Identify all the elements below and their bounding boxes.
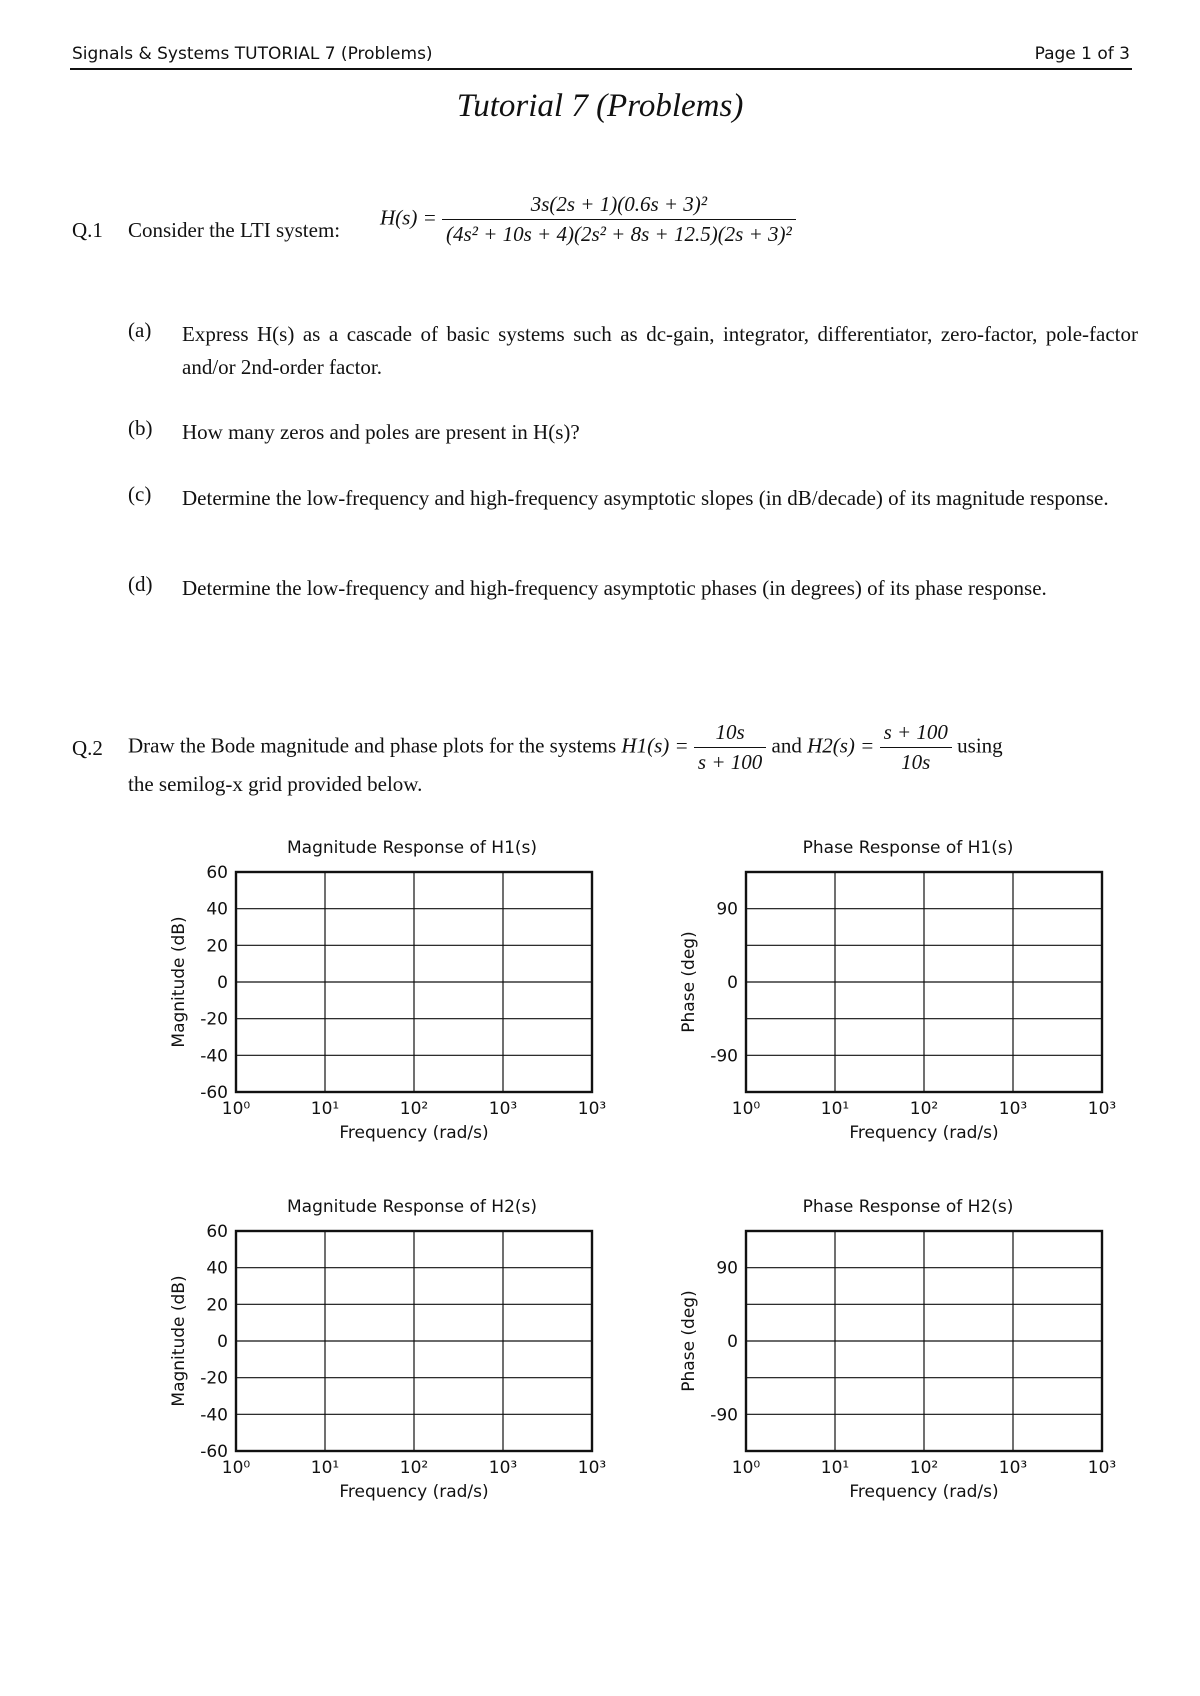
x-tick-label: 10¹	[310, 1458, 340, 1478]
y-tick-label: 20	[206, 936, 228, 957]
x-tick-label: 10³	[998, 1099, 1028, 1119]
y-tick-label: -40	[200, 1405, 228, 1426]
phase2-plot	[660, 1221, 1120, 1501]
x-axis-label: Frequency (rad/s)	[849, 1123, 999, 1142]
q1-transfer-function	[380, 192, 796, 247]
part-label: (d)	[128, 572, 153, 596]
q2-h2-numerator: s + 100	[880, 720, 952, 748]
y-tick-label: 0	[727, 1332, 738, 1352]
x-tick-label: 10²	[399, 1458, 429, 1478]
y-tick-label: 40	[206, 899, 228, 920]
y-tick-label: 0	[217, 1332, 228, 1352]
y-tick-label: 0	[727, 973, 738, 993]
x-tick-label: 10²	[399, 1099, 429, 1119]
x-tick-label: 10³	[488, 1458, 518, 1478]
q1-part-c	[128, 482, 1138, 515]
phase2-title: Phase Response of H2(s)	[802, 1197, 1014, 1217]
part-text: How many zeros and poles are present in H(s)?	[182, 420, 580, 444]
y-tick-label: 90	[716, 1258, 738, 1279]
q2-line2: the semilog-x grid provided below.	[128, 772, 423, 796]
q1-tf-lhs: H(s) =	[380, 205, 437, 230]
q2-number: Q.2	[72, 736, 103, 760]
q2-text-before: Draw the Bode magnitude and phase plots for the systems	[128, 733, 617, 758]
y-tick-label: -20	[200, 1009, 228, 1030]
phase1-plot	[660, 862, 1120, 1142]
x-tick-label: 10¹	[820, 1099, 850, 1119]
q1-part-a	[128, 318, 1138, 384]
q1-part-b	[128, 416, 1138, 449]
header-rule	[70, 68, 1132, 70]
q1-number: Q.1	[72, 218, 103, 242]
part-text: Determine the low-frequency and high-frequency asymptotic phases (in degrees) of its phase response.	[182, 576, 1047, 600]
part-label: (b)	[128, 416, 153, 440]
q1-tf-numerator: 3s(2s + 1)(0.6s + 3)²	[442, 192, 796, 220]
y-tick-label: 60	[206, 1222, 228, 1242]
x-tick-label: 10³	[577, 1458, 607, 1478]
part-text: Determine the low-frequency and high-frequency asymptotic slopes (in dB/decade) of its magnitude response.	[182, 486, 1109, 510]
y-axis-label: Phase (deg)	[679, 1290, 699, 1392]
x-tick-label: 10⁰	[731, 1458, 761, 1478]
part-text: Express H(s) as a cascade of basic systems such as dc-gain, integrator, differentiator, zero-factor, pole-factor and/or 2nd-order factor.	[182, 322, 1138, 379]
x-tick-label: 10³	[488, 1099, 518, 1119]
mag1-title: Magnitude Response of H1(s)	[286, 838, 538, 858]
q2-h2-denominator: 10s	[901, 750, 931, 774]
x-tick-label: 10²	[909, 1099, 939, 1119]
x-tick-label: 10¹	[820, 1458, 850, 1478]
y-axis-label: Magnitude (dB)	[169, 916, 189, 1048]
x-tick-label: 10⁰	[221, 1099, 251, 1119]
part-label: (c)	[128, 482, 152, 506]
q2-statement	[128, 720, 1003, 775]
mag2-plot	[150, 1221, 610, 1501]
y-tick-label: -60	[200, 1083, 228, 1103]
x-axis-label: Frequency (rad/s)	[339, 1123, 489, 1142]
x-tick-label: 10³	[1087, 1099, 1117, 1119]
page-number: Page 1 of 3	[1034, 44, 1130, 64]
q2-h2-fraction	[880, 720, 952, 775]
y-tick-label: 60	[206, 863, 228, 883]
mag2-title: Magnitude Response of H2(s)	[286, 1197, 538, 1217]
y-tick-label: -90	[710, 1046, 738, 1067]
x-tick-label: 10⁰	[221, 1458, 251, 1478]
x-axis-label: Frequency (rad/s)	[849, 1482, 999, 1501]
q1-tf-denominator: (4s² + 10s + 4)(2s² + 8s + 12.5)(2s + 3)²	[446, 222, 792, 246]
part-label: (a)	[128, 318, 152, 342]
q2-h1-denominator: s + 100	[697, 750, 763, 774]
y-tick-label: 20	[206, 1295, 228, 1316]
page-title: Tutorial 7 (Problems)	[456, 88, 744, 124]
x-tick-label: 10³	[1087, 1458, 1117, 1478]
mag1-plot	[150, 862, 610, 1142]
y-tick-label: -20	[200, 1368, 228, 1389]
q1-part-d	[128, 572, 1138, 605]
q2-h1-fraction	[694, 720, 766, 775]
y-tick-label: -90	[710, 1405, 738, 1426]
y-axis-label: Phase (deg)	[679, 931, 699, 1033]
q2-and: and	[771, 733, 802, 758]
x-tick-label: 10³	[577, 1099, 607, 1119]
y-axis-label: Magnitude (dB)	[169, 1275, 189, 1407]
x-tick-label: 10⁰	[731, 1099, 761, 1119]
q2-h1-numerator: 10s	[694, 720, 766, 748]
q2-text-after: using	[957, 733, 1003, 758]
phase1-title: Phase Response of H1(s)	[802, 838, 1014, 858]
running-header: Signals & Systems TUTORIAL 7 (Problems)	[72, 44, 433, 64]
q2-h1-lhs: H1(s) =	[621, 733, 689, 758]
x-tick-label: 10²	[909, 1458, 939, 1478]
y-tick-label: -40	[200, 1046, 228, 1067]
q1-intro: Consider the LTI system:	[128, 218, 341, 242]
x-axis-label: Frequency (rad/s)	[339, 1482, 489, 1501]
y-tick-label: -60	[200, 1442, 228, 1462]
x-tick-label: 10³	[998, 1458, 1028, 1478]
x-tick-label: 10¹	[310, 1099, 340, 1119]
y-tick-label: 0	[217, 973, 228, 993]
y-tick-label: 90	[716, 899, 738, 920]
q2-h2-lhs: H2(s) =	[807, 733, 875, 758]
y-tick-label: 40	[206, 1258, 228, 1279]
q1-tf-fraction	[442, 192, 796, 247]
